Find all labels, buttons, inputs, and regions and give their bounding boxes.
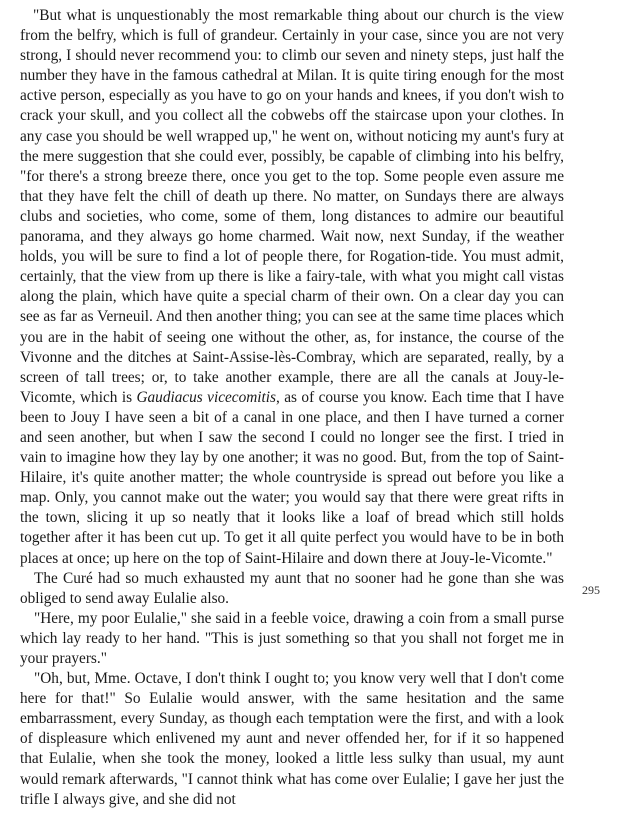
paragraph-curé-speech bbox=[20, 6, 564, 569]
paragraph-text: , as of course you know. Each time that I have been to Jouy I have seen a bit of a canal in one place, and then I have turned a corner and seen another, but when I saw the second I could no longer see the first. I tried in vain to imagine how they lay by one another; it was no good. But, from the top of Saint-Hilaire, it's quite another matter; the whole countryside is spread out before you like a map. Only, you cannot make out the water; you would say that there were great rifts in the town, slicing it up so neatly that it looks like a loaf of bread which still holds together after it has been cut up. To get it all quite perfect you would have to be in both places at once; up here on the top of Saint-Hilaire and down there at Jouy-le-Vicomte." bbox=[20, 388, 564, 567]
paragraph-aunt-gives-coin: "Here, my poor Eulalie," she said in a feeble voice, drawing a coin from a small purse which lay ready to her hand. "This is just something so that you shall not forget me in your prayers." bbox=[20, 609, 564, 667]
paragraph-eulalie-reply: "Oh, but, Mme. Octave, I don't think I ought to; you know very well that I don't come here for that!" So Eulalie would answer, with the same hesitation and the same embarrassment, every Sunday, as though each temptation were the first, and with a look of displeasure which enlivened my aunt and never offended her, for if it so happened that Eulalie, when she took the money, looked a little less sulky than usual, my aunt would remark afterwards, "I cannot think what has come over Eulalie; I gave her just the trifle I always give, and she did not bbox=[20, 670, 564, 808]
paragraph-text: "But what is unquestionably the most remarkable thing about our church is the view from the belfry, which is full of grandeur. Certainly in your case, since you are not very strong, I should never recommend you: to climb our seven and ninety steps, just half the number they have in the famous cathedral at Milan. It is quite tiring enough for the most active person, especially as you have to go on your hands and knees, if you don't wish to crack your skull, and you collect all the cobwebs off the staircase upon your clothes. In any case you should be well wrapped up," he went on, without noticing my aunt's fury at the mere suggestion that she could ever, possibly, be capable of climbing into his belfry, "for there's a strong breeze there, once you get to the top. Some people even assure me that they have felt the chill of death up there. No matter, on Sundays there are always clubs and societies, who come, some of them, long distances to admire our beautiful panorama, and they always go home charmed. Wait now, next Sunday, if the weather holds, you will be sure to find a lot of people there, for Rogation-tide. You must admit, certainly, that the view from up there is like a fairy-tale, with what you might call vistas along the plain, which have quite a special charm of their own. On a clear day you can see as far as Verneuil. And then another thing; you can see at the same time places which you are in the habit of seeing one without the other, as, for instance, the course of the Vivonne and the ditches at Saint-Assise-lès-Combray, which are separated, really, by a screen of tall trees; or, to take another example, there are all the canals at Jouy-le-Vicomte, which is bbox=[20, 7, 564, 406]
page-number: 295 bbox=[582, 583, 600, 597]
latin-place-name: Gaudiacus vicecomitis bbox=[136, 388, 276, 406]
book-page-text bbox=[20, 6, 564, 810]
paragraph-curé-exhausted-aunt: The Curé had so much exhausted my aunt that no sooner had he gone than she was obliged to send away Eulalie also. bbox=[20, 569, 564, 607]
